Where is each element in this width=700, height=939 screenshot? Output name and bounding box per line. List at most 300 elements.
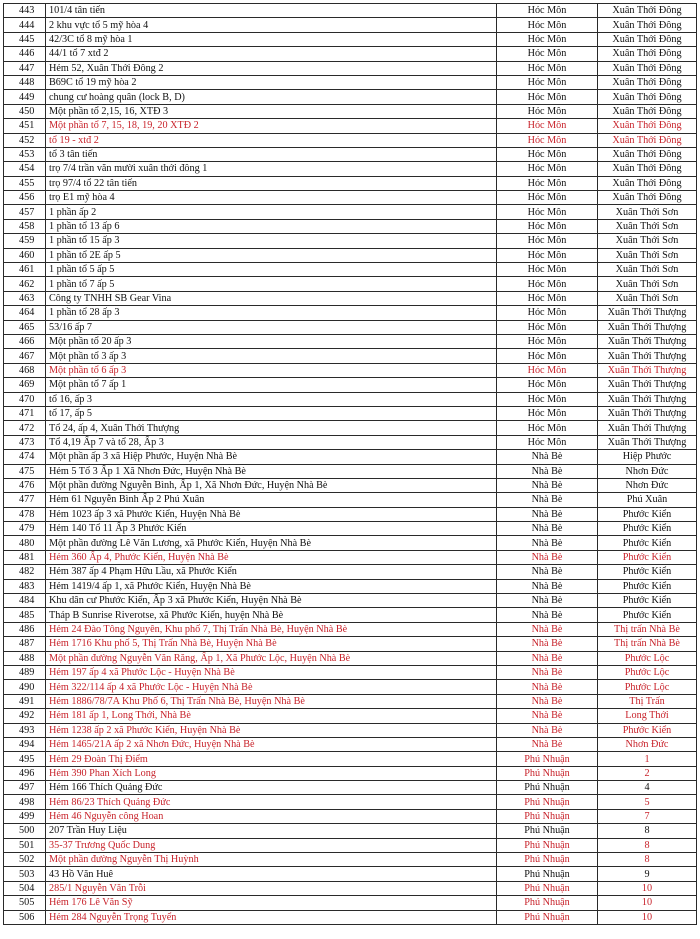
address-text: Hẻm 176 Lê Văn Sỹ <box>49 897 133 909</box>
row-number-cell <box>4 119 46 133</box>
ward-cell <box>598 737 697 751</box>
ward-cell <box>598 421 697 435</box>
ward-cell <box>598 133 697 147</box>
ward-text: Phước Kiển <box>622 552 672 564</box>
table-row <box>4 162 697 176</box>
row-number: 463 <box>19 293 35 304</box>
address-text: 1 phần tổ 13 ấp 6 <box>49 221 120 233</box>
table-row <box>4 550 697 564</box>
address-text: Hẻm 1716 Khu phố 5, Thị Trấn Nhà Bè, Huyện Nhà Bè <box>49 638 277 650</box>
row-number: 487 <box>19 638 35 650</box>
row-number-cell <box>4 61 46 75</box>
row-number: 489 <box>19 667 35 679</box>
ward-cell <box>598 622 697 636</box>
district-text: Hóc Môn <box>527 393 567 405</box>
district-text: Phú Nhuận <box>524 897 570 909</box>
address-text: 285/1 Nguyễn Văn Trỗi <box>49 883 146 895</box>
district-text: Hóc Môn <box>527 278 567 290</box>
ward-cell <box>598 263 697 277</box>
table-row <box>4 594 697 608</box>
address-cell <box>46 406 497 420</box>
ward-cell <box>598 522 697 536</box>
row-number-cell <box>4 133 46 147</box>
district-text: Hóc Môn <box>527 293 567 304</box>
table-row <box>4 651 697 665</box>
row-number: 488 <box>19 652 35 664</box>
address-cell <box>46 795 497 809</box>
row-number: 481 <box>19 552 35 564</box>
address-cell <box>46 363 497 377</box>
address-table <box>3 3 697 925</box>
district-text: Hóc Môn <box>527 235 567 247</box>
row-number: 495 <box>19 753 35 765</box>
ward-text: Xuân Thới Đông <box>612 19 682 31</box>
table-row <box>4 838 697 852</box>
ward-cell <box>598 867 697 881</box>
ward-text: Xuân Thới Thượng <box>607 364 687 376</box>
district-text: Phú Nhuận <box>524 782 570 794</box>
table-row <box>4 349 697 363</box>
ward-text: Phước Lộc <box>624 652 670 664</box>
address-text: 1 phần ấp 2 <box>49 206 97 218</box>
address-text: Hẻm 360 Ấp 4, Phước Kiển, Huyện Nhà Bè <box>49 552 229 564</box>
ward-text: 1 <box>644 753 650 765</box>
ward-text: Xuân Thới Thượng <box>607 307 687 319</box>
address-cell <box>46 752 497 766</box>
address-text: Một phần đường Lê Văn Lương, xã Phước Kiển, Huyện Nhà Bè <box>49 537 311 549</box>
ward-text: Xuân Thới Sơn <box>615 278 679 290</box>
address-cell <box>46 867 497 881</box>
district-text: Nhà Bè <box>531 451 563 463</box>
district-cell <box>497 104 598 118</box>
address-cell <box>46 723 497 737</box>
address-cell <box>46 378 497 392</box>
row-number-cell <box>4 18 46 32</box>
ward-cell <box>598 349 697 363</box>
row-number: 473 <box>19 436 35 448</box>
ward-text: 10 <box>641 883 653 895</box>
address-cell <box>46 709 497 723</box>
address-cell <box>46 176 497 190</box>
district-text: Hóc Môn <box>527 192 567 204</box>
ward-cell <box>598 147 697 161</box>
ward-text: Xuân Thới Đông <box>612 48 682 60</box>
district-cell <box>497 824 598 838</box>
address-text: chung cư hoàng quân (lock B, D) <box>49 91 185 103</box>
row-number-cell <box>4 608 46 622</box>
ward-cell <box>598 694 697 708</box>
address-text: 1 phần tổ 7 ấp 5 <box>49 278 115 290</box>
district-cell <box>497 608 598 622</box>
district-text: Phú Nhuận <box>524 825 570 837</box>
ward-text: Thị Trấn <box>629 695 665 707</box>
row-number: 462 <box>19 278 35 290</box>
district-text: Phú Nhuận <box>524 767 570 779</box>
ward-text: Xuân Thới Đông <box>612 5 682 17</box>
address-text: Hẻm 166 Thích Quảng Đức <box>49 782 163 794</box>
row-number: 479 <box>19 523 35 535</box>
address-cell <box>46 435 497 449</box>
ward-cell <box>598 75 697 89</box>
row-number: 484 <box>19 595 35 607</box>
ward-text: Xuân Thới Đông <box>612 177 682 189</box>
district-text: Hóc Môn <box>527 436 567 448</box>
address-cell <box>46 61 497 75</box>
district-cell <box>497 881 598 895</box>
table-row <box>4 464 697 478</box>
district-text: Nhà Bè <box>531 480 563 492</box>
row-number-cell <box>4 191 46 205</box>
district-text: Hóc Môn <box>527 221 567 233</box>
ward-cell <box>598 450 697 464</box>
row-number: 480 <box>19 537 35 549</box>
ward-cell <box>598 363 697 377</box>
ward-text: Phước Kiển <box>622 580 672 592</box>
row-number: 492 <box>19 710 35 722</box>
table-row <box>4 781 697 795</box>
row-number: 491 <box>19 695 35 707</box>
district-cell <box>497 191 598 205</box>
row-number-cell <box>4 234 46 248</box>
table-row <box>4 507 697 521</box>
district-text: Nhà Bè <box>531 724 563 736</box>
district-text: Hóc Môn <box>527 77 567 89</box>
row-number: 477 <box>19 494 35 506</box>
row-number: 453 <box>19 149 35 161</box>
row-number: 505 <box>19 897 35 909</box>
ward-text: Xuân Thới Đông <box>612 33 682 45</box>
ward-text: Phước Kiển <box>622 508 672 520</box>
table-row <box>4 680 697 694</box>
address-text: 101/4 tân tiến <box>49 5 106 17</box>
district-cell <box>497 147 598 161</box>
address-cell <box>46 147 497 161</box>
row-number-cell <box>4 392 46 406</box>
ward-cell <box>598 191 697 205</box>
row-number-cell <box>4 47 46 61</box>
address-text: Tháp B Sunrise Riverotse, xã Phước Kiển, huyện Nhà Bè <box>49 609 284 621</box>
ward-cell <box>598 781 697 795</box>
address-text: Một phần ấp 3 xã Hiệp Phước, Huyện Nhà Bè <box>49 451 238 463</box>
district-text: Phú Nhuận <box>524 839 570 851</box>
table-row <box>4 248 697 262</box>
district-text: Phú Nhuận <box>524 868 570 880</box>
row-number-cell <box>4 75 46 89</box>
ward-text: Xuân Thới Thượng <box>607 379 687 391</box>
row-number: 455 <box>19 177 35 189</box>
address-cell <box>46 320 497 334</box>
row-number-cell <box>4 4 46 18</box>
address-text: 42/3C tổ 8 mỹ hòa 1 <box>49 33 133 45</box>
address-cell <box>46 334 497 348</box>
ward-text: 7 <box>644 811 650 823</box>
district-text: Hóc Môn <box>527 321 567 333</box>
row-number-cell <box>4 219 46 233</box>
row-number-cell <box>4 579 46 593</box>
table-row <box>4 334 697 348</box>
district-cell <box>497 205 598 219</box>
row-number: 448 <box>19 77 35 89</box>
ward-cell <box>598 507 697 521</box>
address-cell <box>46 90 497 104</box>
ward-text: Xuân Thới Đông <box>612 105 682 117</box>
table-row <box>4 752 697 766</box>
ward-text: 8 <box>644 839 650 851</box>
address-cell <box>46 478 497 492</box>
row-number: 445 <box>19 33 35 45</box>
row-number-cell <box>4 334 46 348</box>
district-cell <box>497 579 598 593</box>
row-number-cell <box>4 896 46 910</box>
district-text: Hóc Môn <box>527 149 567 161</box>
address-text: Một phần đường Nguyễn Văn Răng, Ấp 1, Xã Phước Lộc, Huyện Nhà Bè <box>49 652 351 664</box>
row-number-cell <box>4 637 46 651</box>
district-cell <box>497 536 598 550</box>
address-cell <box>46 450 497 464</box>
address-text: tổ 19 - xtđ 2 <box>49 134 99 146</box>
district-text: Hóc Môn <box>527 33 567 45</box>
ward-cell <box>598 162 697 176</box>
district-cell <box>497 867 598 881</box>
ward-text: Xuân Thới Đông <box>612 62 682 74</box>
table-row <box>4 579 697 593</box>
ward-text: 8 <box>644 854 650 866</box>
district-text: Hóc Môn <box>527 350 567 362</box>
district-cell <box>497 896 598 910</box>
row-number-cell <box>4 824 46 838</box>
address-text: Hẻm 322/114 ấp 4 xã Phước Lộc - Huyện Nhà Bè <box>49 681 253 693</box>
row-number-cell <box>4 737 46 751</box>
address-text: Một phần tổ 6 ấp 3 <box>49 364 127 376</box>
row-number: 482 <box>19 566 35 578</box>
address-text: Hẻm 1419/4 ấp 1, xã Phước Kiển, Huyện Nhà Bè <box>49 580 251 592</box>
district-cell <box>497 291 598 305</box>
district-cell <box>497 334 598 348</box>
address-text: Hẻm 387 ấp 4 Phạm Hữu Lầu, xã Phước Kiển <box>49 566 237 578</box>
address-text: Công ty TNHH SB Gear Vina <box>49 293 172 304</box>
ward-cell <box>598 910 697 924</box>
table-row <box>4 795 697 809</box>
ward-text: 5 <box>644 796 650 808</box>
row-number: 450 <box>19 105 35 117</box>
district-cell <box>497 435 598 449</box>
ward-text: Phước Kiển <box>622 609 672 621</box>
district-text: Hóc Môn <box>527 264 567 276</box>
address-text: 53/16 ấp 7 <box>49 321 93 333</box>
row-number-cell <box>4 709 46 723</box>
address-cell <box>46 464 497 478</box>
row-number: 494 <box>19 739 35 751</box>
address-cell <box>46 119 497 133</box>
ward-text: Phước Kiển <box>622 566 672 578</box>
ward-cell <box>598 378 697 392</box>
ward-text: Phước Lộc <box>624 681 670 693</box>
district-cell <box>497 694 598 708</box>
district-text: Nhà Bè <box>531 710 563 722</box>
address-cell <box>46 680 497 694</box>
district-text: Hóc Môn <box>527 105 567 117</box>
row-number-cell <box>4 665 46 679</box>
ward-cell <box>598 277 697 291</box>
row-number: 458 <box>19 221 35 233</box>
row-number: 468 <box>19 364 35 376</box>
ward-cell <box>598 176 697 190</box>
row-number-cell <box>4 306 46 320</box>
district-cell <box>497 320 598 334</box>
row-number: 498 <box>19 796 35 808</box>
row-number-cell <box>4 594 46 608</box>
row-number: 451 <box>19 120 35 132</box>
district-text: Hóc Môn <box>527 163 567 175</box>
row-number: 478 <box>19 508 35 520</box>
table-row <box>4 392 697 406</box>
address-cell <box>46 781 497 795</box>
address-text: Hẻm 46 Nguyễn công Hoan <box>49 811 164 823</box>
row-number-cell <box>4 651 46 665</box>
ward-text: Xuân Thới Đông <box>612 77 682 89</box>
district-cell <box>497 910 598 924</box>
ward-cell <box>598 306 697 320</box>
table-row <box>4 291 697 305</box>
district-cell <box>497 4 598 18</box>
table-row <box>4 910 697 924</box>
ward-text: 2 <box>644 767 650 779</box>
table-row <box>4 435 697 449</box>
address-cell <box>46 838 497 852</box>
district-cell <box>497 781 598 795</box>
address-text: 44/1 tổ 7 xtđ 2 <box>49 48 109 60</box>
address-text: trọ 97/4 tổ 22 tân tiến <box>49 177 137 189</box>
address-text: Hẻm 140 Tổ 11 Ấp 3 Phước Kiển <box>49 523 187 535</box>
district-text: Hóc Môn <box>527 206 567 218</box>
ward-cell <box>598 493 697 507</box>
row-number-cell <box>4 536 46 550</box>
address-text: Một phần tổ 2,15, 16, XTĐ 3 <box>49 105 169 117</box>
address-text: Hẻm 181 ấp 1, Long Thới, Nhà Bè <box>49 710 191 722</box>
district-text: Nhà Bè <box>531 638 563 650</box>
table-row <box>4 608 697 622</box>
ward-cell <box>598 536 697 550</box>
table-row <box>4 565 697 579</box>
table-row <box>4 90 697 104</box>
ward-cell <box>598 334 697 348</box>
row-number-cell <box>4 795 46 809</box>
address-text: 207 Trần Huy Liệu <box>49 825 127 837</box>
ward-text: 10 <box>641 897 653 909</box>
address-cell <box>46 248 497 262</box>
address-cell <box>46 191 497 205</box>
row-number-cell <box>4 809 46 823</box>
district-text: Hóc Môn <box>527 134 567 146</box>
table-row <box>4 263 697 277</box>
row-number-cell <box>4 550 46 564</box>
table-row <box>4 421 697 435</box>
district-text: Hóc Môn <box>527 177 567 189</box>
row-number: 471 <box>19 408 35 420</box>
ward-text: Phước Kiển <box>622 724 672 736</box>
address-text: Hẻm 24 Đào Tông Nguyên, Khu phố 7, Thị Trấn Nhà Bè, Huyện Nhà Bè <box>49 623 348 635</box>
address-cell <box>46 234 497 248</box>
row-number-cell <box>4 493 46 507</box>
row-number-cell <box>4 435 46 449</box>
ward-text: Xuân Thới Đông <box>612 149 682 161</box>
ward-cell <box>598 18 697 32</box>
table-row <box>4 363 697 377</box>
table-row <box>4 320 697 334</box>
district-text: Phú Nhuận <box>524 753 570 765</box>
district-cell <box>497 176 598 190</box>
ward-cell <box>598 637 697 651</box>
ward-text: Xuân Thới Thượng <box>607 350 687 362</box>
ward-cell <box>598 464 697 478</box>
district-cell <box>497 637 598 651</box>
address-cell <box>46 18 497 32</box>
address-text: 43 Hồ Văn Huê <box>49 868 114 880</box>
table-row <box>4 766 697 780</box>
row-number: 464 <box>19 307 35 319</box>
address-text: 2 khu vực tổ 5 mỹ hòa 4 <box>49 19 149 31</box>
ward-cell <box>598 896 697 910</box>
ward-text: 9 <box>644 868 650 880</box>
row-number-cell <box>4 176 46 190</box>
district-cell <box>497 406 598 420</box>
address-text: B69C tổ 19 mỹ hòa 2 <box>49 77 137 89</box>
ward-text: Xuân Thới Đông <box>612 134 682 146</box>
row-number: 501 <box>19 839 35 851</box>
row-number: 470 <box>19 393 35 405</box>
address-cell <box>46 766 497 780</box>
ward-cell <box>598 723 697 737</box>
address-cell <box>46 205 497 219</box>
table-row <box>4 75 697 89</box>
row-number: 476 <box>19 480 35 492</box>
ward-cell <box>598 824 697 838</box>
table-row <box>4 4 697 18</box>
address-cell <box>46 651 497 665</box>
ward-text: Phú Xuân <box>626 494 668 506</box>
district-cell <box>497 737 598 751</box>
ward-text: Xuân Thới Thượng <box>607 393 687 405</box>
row-number-cell <box>4 248 46 262</box>
ward-text: Thị trấn Nhà Bè <box>614 623 680 635</box>
table-row <box>4 133 697 147</box>
address-cell <box>46 522 497 536</box>
row-number: 490 <box>19 681 35 693</box>
ward-text: Nhơn Đức <box>625 465 669 477</box>
district-text: Nhà Bè <box>531 494 563 506</box>
district-cell <box>497 464 598 478</box>
ward-text: Xuân Thới Sơn <box>615 249 679 261</box>
district-text: Hóc Môn <box>527 249 567 261</box>
table-row <box>4 737 697 751</box>
address-text: tổ 16, ấp 3 <box>49 393 93 405</box>
row-number-cell <box>4 910 46 924</box>
ward-cell <box>598 406 697 420</box>
district-cell <box>497 32 598 46</box>
table-row <box>4 709 697 723</box>
table-row <box>4 723 697 737</box>
row-number: 467 <box>19 350 35 362</box>
district-cell <box>497 838 598 852</box>
table-row <box>4 637 697 651</box>
address-cell <box>46 4 497 18</box>
address-cell <box>46 263 497 277</box>
ward-cell <box>598 291 697 305</box>
district-text: Phú Nhuận <box>524 796 570 808</box>
district-text: Nhà Bè <box>531 609 563 621</box>
row-number-cell <box>4 450 46 464</box>
address-text: Hẻm 1023 ấp 3 xã Phước Kiển, Huyện Nhà Bè <box>49 508 241 520</box>
